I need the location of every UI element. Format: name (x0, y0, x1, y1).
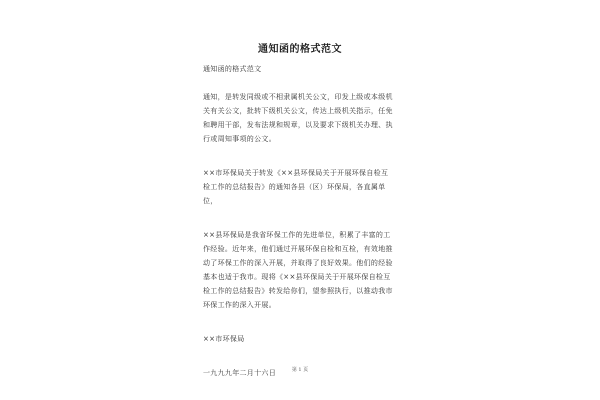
sender-signature: ××市环保局 (203, 335, 245, 343)
document-date: 一九九九年二月十六日 (203, 369, 276, 377)
document-title: 通知函的格式范文 (258, 44, 342, 55)
document-subtitle: 通知函的格式范文 (203, 65, 262, 73)
paragraph-main-content: ××县环保局是我省环保工作的先进单位，积累了丰富的工作经验。近年来，他们通过开展环保自检和互检，有效地推动了环保工作的深入开展，并取得了良好效果。他们的经验基本也适于我市。现将《××县环保局关于开展环保自检互检工作的总结报告》转发给你们，望参照执行，以推动我市环保工作的深入开展。 (203, 231, 393, 309)
document-body (203, 62, 393, 380)
paragraph-forward-notice: ××市环保局关于转发《××县环保局关于开展环保自检互检工作的总结报告》的通知各县（区）环保局，各直属单位， (203, 169, 389, 205)
page-number-footer: 第 1 页 (291, 367, 309, 373)
paragraph-intro: 通知，是转发同级或不相隶属机关公文，印发上级或本级机关有关公文，批转下级机关公文，传达上级机关指示，任免和聘用干部，发布法规和规章，以及要求下级机关办理、执行或周知事项的公文。 (203, 93, 393, 143)
